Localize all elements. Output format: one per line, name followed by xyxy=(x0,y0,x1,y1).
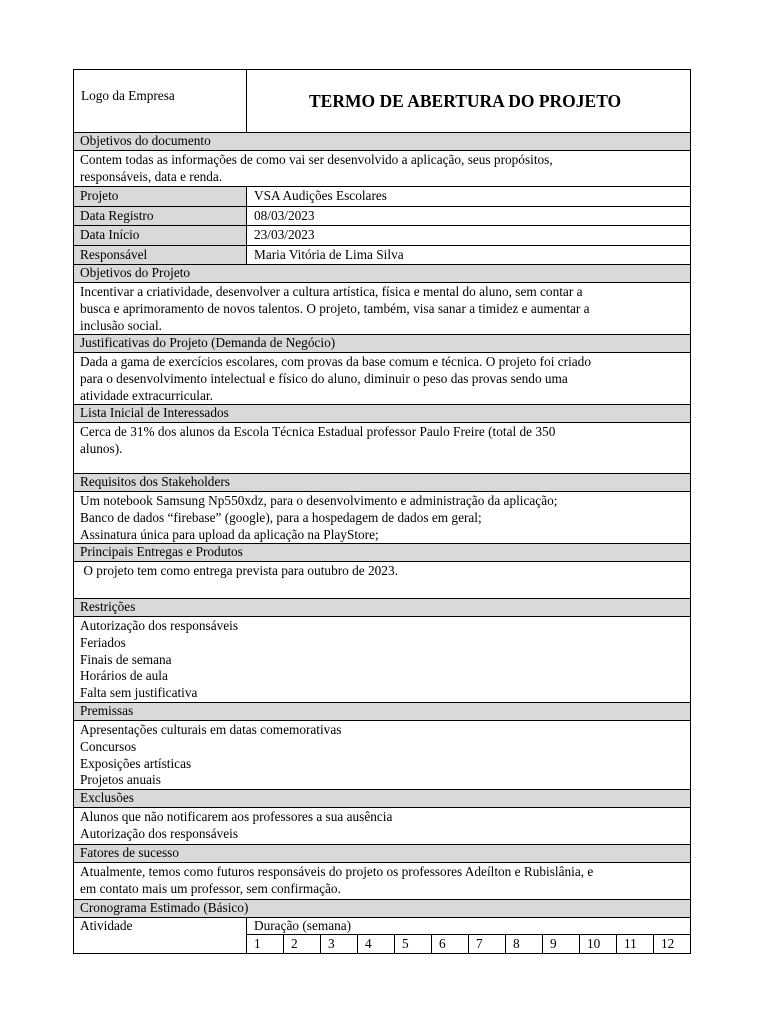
week-cell: 6 xyxy=(432,935,469,953)
section-heading-interessados: Lista Inicial de Interessados xyxy=(74,405,690,423)
section-heading-premissas: Premissas xyxy=(74,703,690,721)
list-item: Autorização dos responsáveis xyxy=(80,618,239,633)
logo-placeholder: Logo da Empresa xyxy=(74,70,247,132)
text-line: Contem todas as informações de como vai ser desenvolvido a aplicação, seus propósitos, xyxy=(80,152,553,167)
text-line: Incentivar a criatividade, desenvolver a cultura artística, física e mental do aluno, sem contar a xyxy=(80,284,583,299)
info-value: 23/03/2023 xyxy=(254,227,315,242)
list-item: Alunos que não notificarem aos professores a sua ausência xyxy=(80,809,393,824)
section-heading-exclusoes: Exclusões xyxy=(74,790,690,808)
week-cell: 9 xyxy=(543,935,580,953)
list-item: Finais de semana xyxy=(80,651,172,667)
info-row-data-registro xyxy=(74,207,690,227)
info-label: Data Início xyxy=(74,226,247,245)
duration-label: Duração (semana) xyxy=(247,918,690,935)
list-item: Feriados xyxy=(80,634,126,650)
text-line: Um notebook Samsung Np550xdz, para o desenvolvimento e administração da aplicação; xyxy=(80,493,558,508)
text-line: Cerca de 31% dos alunos da Escola Técnica Estadual professor Paulo Freire (total de 350 xyxy=(80,424,556,439)
project-charter-document xyxy=(73,69,691,954)
list-item: Concursos xyxy=(80,738,137,754)
week-cell: 4 xyxy=(358,935,395,953)
info-row-responsavel xyxy=(74,246,690,266)
text-line: busca e aprimoramento de novos talentos. O projeto, também, visa sanar a timidez e aumentar a xyxy=(80,300,590,316)
info-label: Projeto xyxy=(74,187,247,206)
document-title: TERMO DE ABERTURA DO PROJETO xyxy=(309,90,622,111)
section-body-exclusoes xyxy=(74,808,690,845)
text-line: Assinatura única para upload da aplicação na PlayStore; xyxy=(80,526,379,542)
info-label: Responsável xyxy=(74,246,247,265)
section-heading-entregas: Principais Entregas e Produtos xyxy=(74,544,690,562)
section-heading-justificativas: Justificativas do Projeto (Demanda de Negócio) xyxy=(74,335,690,353)
info-row-projeto xyxy=(74,187,690,207)
info-value: Maria Vitória de Lima Silva xyxy=(254,246,404,262)
section-body-stakeholders xyxy=(74,492,690,544)
info-value: 08/03/2023 xyxy=(254,207,315,223)
week-cell: 7 xyxy=(469,935,506,953)
section-body-objetivos-documento xyxy=(74,151,690,187)
week-numbers-row xyxy=(247,935,690,953)
week-cell: 2 xyxy=(284,935,321,953)
section-body-premissas xyxy=(74,721,690,790)
duration-block xyxy=(247,918,690,953)
header-row xyxy=(74,70,690,133)
week-cell: 11 xyxy=(617,935,654,953)
section-body-restricoes xyxy=(74,617,690,703)
week-cell: 12 xyxy=(661,936,675,951)
text-line: para o desenvolvimento intelectual e físico do aluno, diminuir o peso das provas sendo uma xyxy=(80,370,568,386)
text-line: Atualmente, temos como futuros responsáveis do projeto os professores Adeílton e Rubislânia, e xyxy=(80,864,594,879)
text-line: responsáveis, data e renda. xyxy=(80,168,223,184)
charter-table xyxy=(73,69,691,954)
list-item: Apresentações culturais em datas comemorativas xyxy=(80,722,342,737)
list-item: Exposições artísticas xyxy=(80,755,192,771)
week-cell: 3 xyxy=(321,935,358,953)
text-line: O projeto tem como entrega prevista para outubro de 2023. xyxy=(80,563,398,578)
section-heading-restricoes: Restrições xyxy=(74,599,690,617)
text-line: Dada a gama de exercícios escolares, com provas da base comum e técnica. O projeto foi criado xyxy=(80,354,591,369)
list-item: Autorização dos responsáveis xyxy=(80,825,239,841)
week-cell: 8 xyxy=(506,935,543,953)
section-heading-objetivos-projeto: Objetivos do Projeto xyxy=(74,265,690,283)
section-heading-fatores: Fatores de sucesso xyxy=(74,845,690,863)
list-item: Falta sem justificativa xyxy=(80,685,198,701)
week-cell: 1 xyxy=(247,935,284,953)
schedule-table xyxy=(74,918,690,953)
list-item: Projetos anuais xyxy=(80,772,161,788)
section-body-entregas xyxy=(74,562,690,599)
section-body-interessados xyxy=(74,423,690,474)
activity-column-label: Atividade xyxy=(74,918,247,953)
text-line: Banco de dados “firebase” (google), para a hospedagem de dados em geral; xyxy=(80,509,482,525)
info-row-data-inicio xyxy=(74,226,690,246)
info-label: Data Registro xyxy=(74,207,247,226)
week-cell: 10 xyxy=(580,935,617,953)
list-item: Horários de aula xyxy=(80,668,168,684)
text-line: alunos). xyxy=(80,440,123,456)
week-cell: 5 xyxy=(395,935,432,953)
text-line: atividade extracurricular. xyxy=(80,387,213,403)
info-value: VSA Audições Escolares xyxy=(254,188,387,203)
section-heading-objetivos-documento: Objetivos do documento xyxy=(74,133,690,151)
section-heading-cronograma: Cronograma Estimado (Básico) xyxy=(74,900,690,918)
section-heading-stakeholders: Requisitos dos Stakeholders xyxy=(74,474,690,492)
section-body-justificativas xyxy=(74,353,690,405)
section-body-fatores xyxy=(74,863,690,900)
section-body-objetivos-projeto xyxy=(74,283,690,335)
text-line: em contato mais um professor, sem confirmação. xyxy=(80,880,341,896)
text-line: inclusão social. xyxy=(80,317,162,333)
